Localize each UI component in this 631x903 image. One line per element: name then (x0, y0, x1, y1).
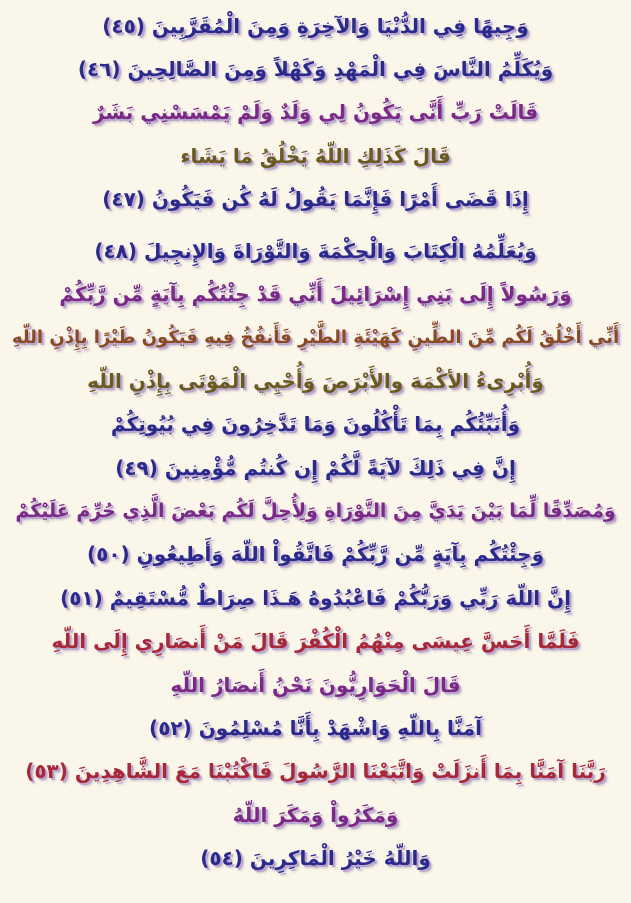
verse-line: آمَنَّا بِاللّهِ وَاشْهَدْ بِأَنَّا مُسْلِمُونَ (٥٢) (149, 715, 482, 740)
verse-line: قَالَتْ رَبِّ أَنَّى يَكُونُ لِي وَلَدٌ وَلَمْ يَمْسَسْنِي بَشَرٌ (92, 100, 539, 125)
verse-line: وَأُبْرِىءُ الأكْمَهَ والأَبْرَصَ وَأُحْيِي الْمَوْتَى بِإِذْنِ اللّهِ (87, 368, 544, 393)
verse-line: قَالَ كَذَلِكِ اللّهُ يَخْلُقُ مَا يَشَاء (180, 143, 451, 168)
verse-line: إِذَا قَضَى أَمْرًا فَإِنَّمَا يَقُولُ لَهُ كُن فَيَكُونُ (٤٧) (102, 187, 529, 212)
verse-list (10, 4, 621, 880)
verse-line: وَيُعَلِّمُهُ الْكِتَابَ وَالْحِكْمَةَ وَالتَّوْرَاةَ وَالإِنجِيلَ (٤٨) (94, 238, 537, 263)
verse-line: وَرَسُولاً إِلَى بَنِي إِسْرَائِيلَ أَنِّي قَدْ جِئْتُكُم بِآيَةٍ مِّن رَّبِّكُمْ (59, 282, 572, 307)
verse-line: وَمُصَدِّقًا لِّمَا بَيْنَ يَدَيَّ مِنَ التَّوْرَاةِ وَلِأُحِلَّ لَكُم بَعْضَ الَّذِي حُرِّمَ عَلَيْكُمْ (15, 499, 616, 522)
verse-line: إِنَّ اللّهَ رَبِّي وَرَبُّكُمْ فَاعْبُدُوهُ هَـذَا صِرَاطٌ مُّسْتَقِيمٌ (٥١) (60, 585, 571, 610)
verse-line: وَيُكَلِّمُ النَّاسَ فِي الْمَهْدِ وَكَهْلاً وَمِنَ الصَّالِحِينَ (٤٦) (77, 57, 554, 82)
verse-line: أَنِّي أَخْلُقُ لَكُم مِّنَ الطِّينِ كَهَيْئَةِ الطَّيْرِ فَأَنفُخُ فِيهِ فَيَكُونُ طَيْرًا بِإِذْنِ اللّهِ (11, 326, 620, 348)
verse-line: إِنَّ فِي ذَلِكَ لآيَةً لَّكُمْ إِن كُنتُم مُّؤْمِنِينَ (٤٩) (115, 455, 516, 480)
verse-line: وَاللّهُ خَيْرُ الْمَاكِرِينَ (٥٤) (200, 846, 431, 871)
verse-line: رَبَّنَا آمَنَّا بِمَا أَنزَلَتْ وَاتَّبَعْنَا الرَّسُولَ فَاكْتُبْنَا مَعَ الشَّاهِدِينَ (٥٣) (25, 759, 606, 784)
verse-line: وَأُنَبِّئُكُم بِمَا تَأْكُلُونَ وَمَا تَدَّخِرُونَ فِي بُيُوتِكُمْ (110, 412, 521, 437)
verse-line: وَجِيهًا فِي الدُّنْيَا وَالآخِرَةِ وَمِنَ الْمُقَرَّبِينَ (٤٥) (102, 13, 529, 38)
verse-line: قَالَ الْحَوَارِيُّونَ نَحْنُ أَنصَارُ اللّهِ (170, 672, 461, 697)
verse-line: وَجِئْتُكُم بِآيَةٍ مِّن رَّبِّكُمْ فَاتَّقُواْ اللّهَ وَأَطِيعُونِ (٥٠) (86, 542, 545, 567)
verse-line: وَمَكَرُواْ وَمَكَرَ اللّهُ (232, 802, 399, 827)
verse-line: فَلَمَّا أَحَسَّ عِيسَى مِنْهُمُ الْكُفْرَ قَالَ مَنْ أَنصَارِي إِلَى اللّهِ (51, 629, 580, 654)
